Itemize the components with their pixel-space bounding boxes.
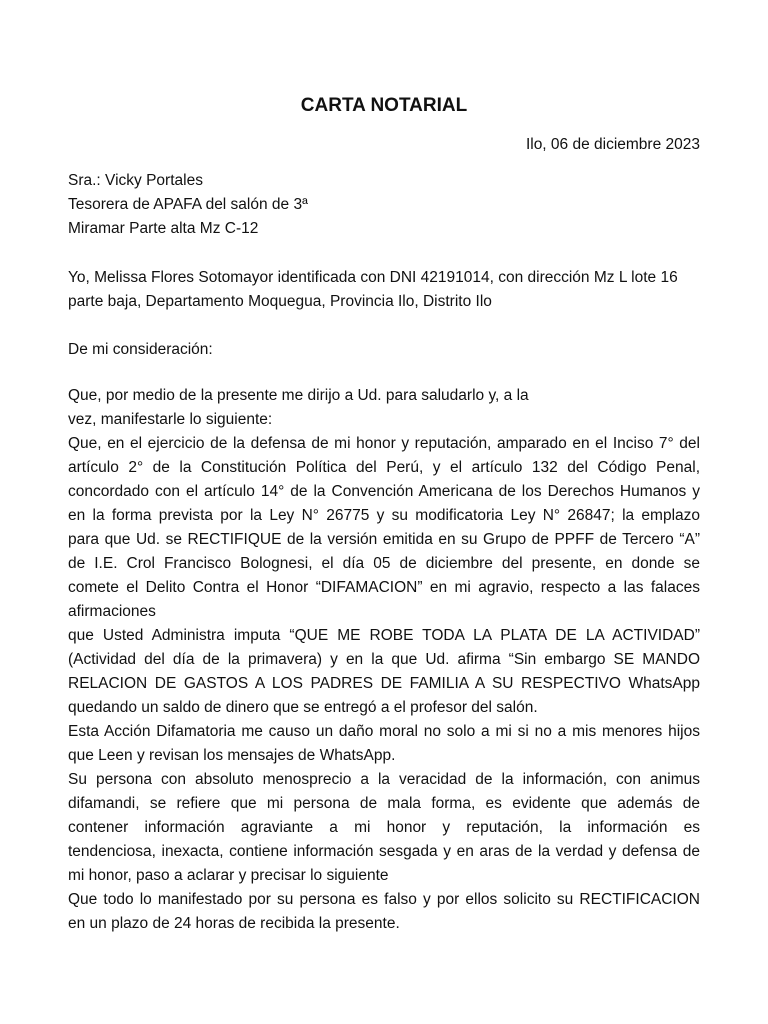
body-line: difamandi, se refiere que mi persona de mala forma, es evidente que además de [68,795,700,812]
recipient-line: Sra.: Vicky Portales [68,172,203,189]
recipient-block [68,169,700,241]
greeting-line: De mi consideración: [68,341,213,358]
body-line: artículo 2° de la Constitución Política del Perú, y el artículo 132 del Código Penal, [68,459,700,476]
body-line: vez, manifestarle lo siguiente: [68,411,273,428]
intro-line: parte baja, Departamento Moquegua, Provincia Ilo, Distrito Ilo [68,293,492,310]
body-line: Que todo lo manifestado por su persona es falso y por ellos solicito su RECTIFICACION [68,891,700,908]
body-line: Su persona con absoluto menosprecio a la veracidad de la información, con animus [68,771,700,788]
body-line: en la forma prevista por la Ley N° 26775 y su modificatoria Ley N° 26847; la emplazo [68,507,700,524]
recipient-line: Tesorera de APAFA del salón de 3ª [68,196,308,213]
greeting [68,338,700,362]
body-line: comete el Delito Contra el Honor “DIFAMACION” en mi agravio, respecto a las falaces [68,579,700,596]
body-line: en un plazo de 24 horas de recibida la presente. [68,915,400,932]
body-line: contener información agraviante a mi honor y reputación, la información es [68,819,700,836]
body-line: RELACION DE GASTOS A LOS PADRES DE FAMILIA A SU RESPECTIVO WhatsApp [68,675,700,692]
body-line: que Leen y revisan los mensajes de WhatsApp. [68,747,396,764]
body-line: quedando un saldo de dinero que se entregó a el profesor del salón. [68,699,538,716]
sender-intro [68,266,700,314]
intro-line: Yo, Melissa Flores Sotomayor identificada con DNI 42191014, con dirección Mz L lote 16 [68,269,678,286]
body-line: tendenciosa, inexacta, contiene información sesgada y en aras de la verdad y defensa de [68,843,700,860]
body-line: concordado con el artículo 14° de la Convención Americana de los Derechos Humanos y [68,483,700,500]
body-line: mi honor, paso a aclarar y precisar lo siguiente [68,867,389,884]
body-line: Que, por medio de la presente me dirijo a Ud. para saludarlo y, a la [68,387,529,404]
body-line: Que, en el ejercicio de la defensa de mi honor y reputación, amparado en el Inciso 7° del [68,435,700,452]
body-line: para que Ud. se RECTIFIQUE de la versión emitida en su Grupo de PPFF de Tercero “A” [68,531,700,548]
document-title: CARTA NOTARIAL [300,95,468,116]
body-line: de I.E. Crol Francisco Bolognesi, el día 05 de diciembre del presente, en donde se [68,555,700,572]
letter-body [68,384,700,936]
body-line: afirmaciones [68,603,156,620]
body-line: (Actividad del día de la primavera) y en la que Ud. afirma “Sin embargo SE MANDO [68,651,700,668]
recipient-line: Miramar Parte alta Mz C-12 [68,220,259,237]
letter-date: Ilo, 06 de diciembre 2023 [525,136,700,153]
body-line: Esta Acción Difamatoria me causo un daño moral no solo a mi si no a mis menores hijos [68,723,700,740]
body-line: que Usted Administra imputa “QUE ME ROBE TODA LA PLATA DE LA ACTIVIDAD” [68,627,700,644]
